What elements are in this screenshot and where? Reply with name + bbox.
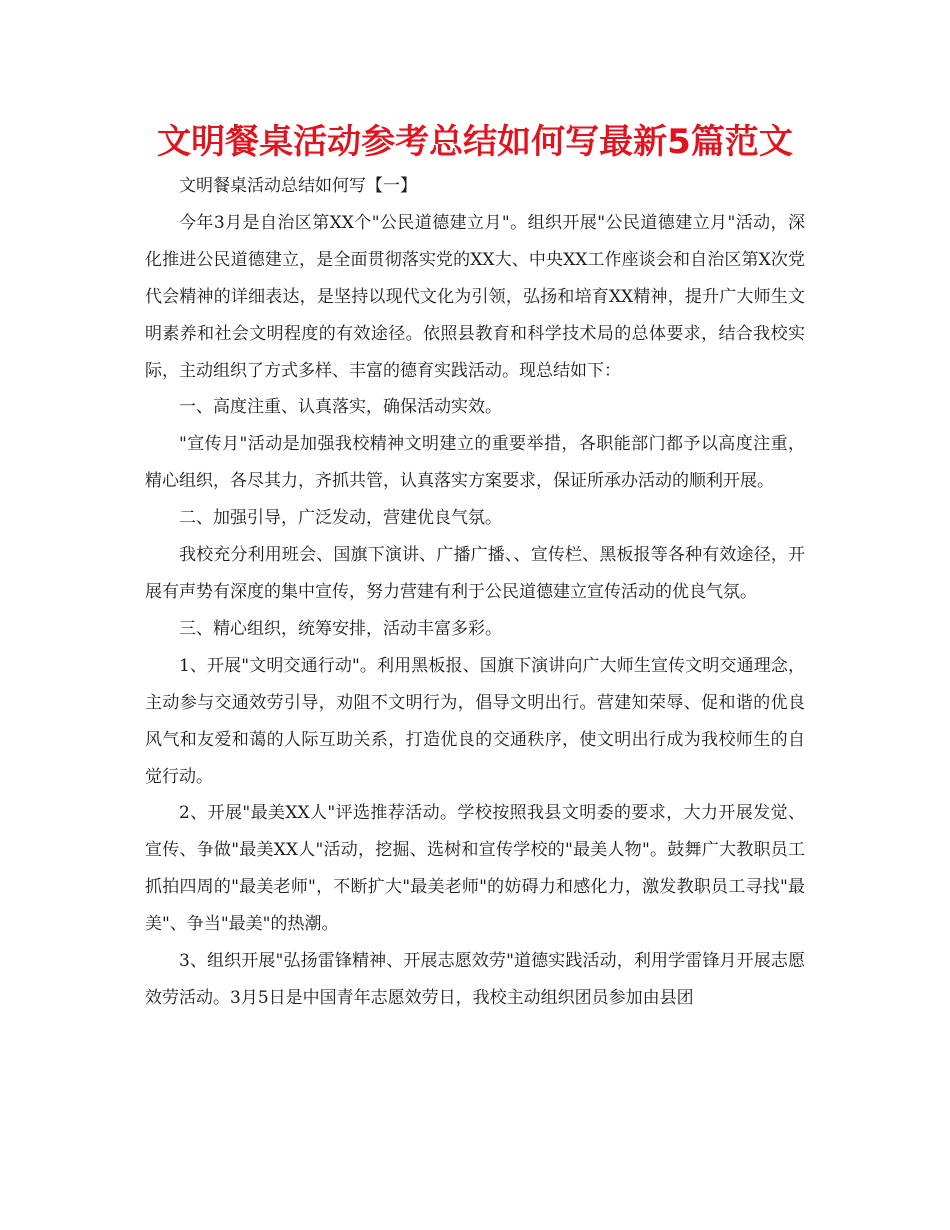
paragraph: 我校充分利用班会、国旗下演讲、广播广播、、宣传栏、黑板报等各种有效途径，开展有声势有深度的集中宣传，努力营建有利于公民道德建立宣传活动的优良气氛。: [145, 545, 805, 602]
paragraph: 今年3月是自治区第XX个"公民道德建立月"。组织开展"公民道德建立月"活动，深化推进公民道德建立，是全面贯彻落实党的XX大、中央XX工作座谈会和自治区第X次党代会精神的详细表达，是坚持以现代文化为引领，弘扬和培育XX精神，提升广大师生文明素养和社会文明程度的有效途径。依照县教育和科学技术局的总体要求，结合我校实际，主动组织了方式多样、丰富的德育实践活动。现总结如下：: [145, 212, 805, 381]
paragraph: 1、开展"文明交通行动"。利用黑板报、国旗下演讲向广大师生宣传文明交通理念，主动参与交通效劳引导，劝阻不文明行为，倡导文明出行。营建知荣辱、促和谐的优良风气和友爱和蔼的人际互助关系，打造优良的交通秩序，使文明出行成为我校师生的自觉行动。: [145, 655, 805, 787]
paragraph: 三、精心组织，统筹安排，活动丰富多彩。: [179, 618, 502, 639]
paragraph: 3、组织开展"弘扬雷锋精神、开展志愿效劳"道德实践活动，利用学雷锋月开展志愿效劳活动。3月5日是中国青年志愿效劳日，我校主动组织团员参加由县团: [145, 951, 805, 1008]
paragraph: 2、开展"最美XX人"评选推荐活动。学校按照我县文明委的要求，大力开展发觉、宣传、争做"最美XX人"活动，挖掘、选树和宣传学校的"最美人物"。鼓舞广大教职员工抓拍四周的"最美老师"，不断扩大"最美老师"的妨碍力和感化力，激发教职员工寻找"最美"、争当"最美"的热潮。: [145, 803, 805, 935]
paragraph: 一、高度注重、认真落实，确保活动实效。: [179, 397, 502, 418]
document-title: 文明餐桌活动参考总结如何写最新5篇范文: [157, 122, 793, 162]
paragraph: "宣传月"活动是加强我校精神文明建立的重要举措，各职能部门都予以高度注重，精心组织，各尽其力，齐抓共管，认真落实方案要求，保证所承办活动的顺利开展。: [145, 434, 805, 492]
document-body: [145, 168, 805, 1017]
paragraph: 二、加强引导，广泛发动，营建优良气氛。: [179, 508, 502, 529]
section-heading-one: 文明餐桌活动总结如何写【一】: [179, 176, 417, 196]
